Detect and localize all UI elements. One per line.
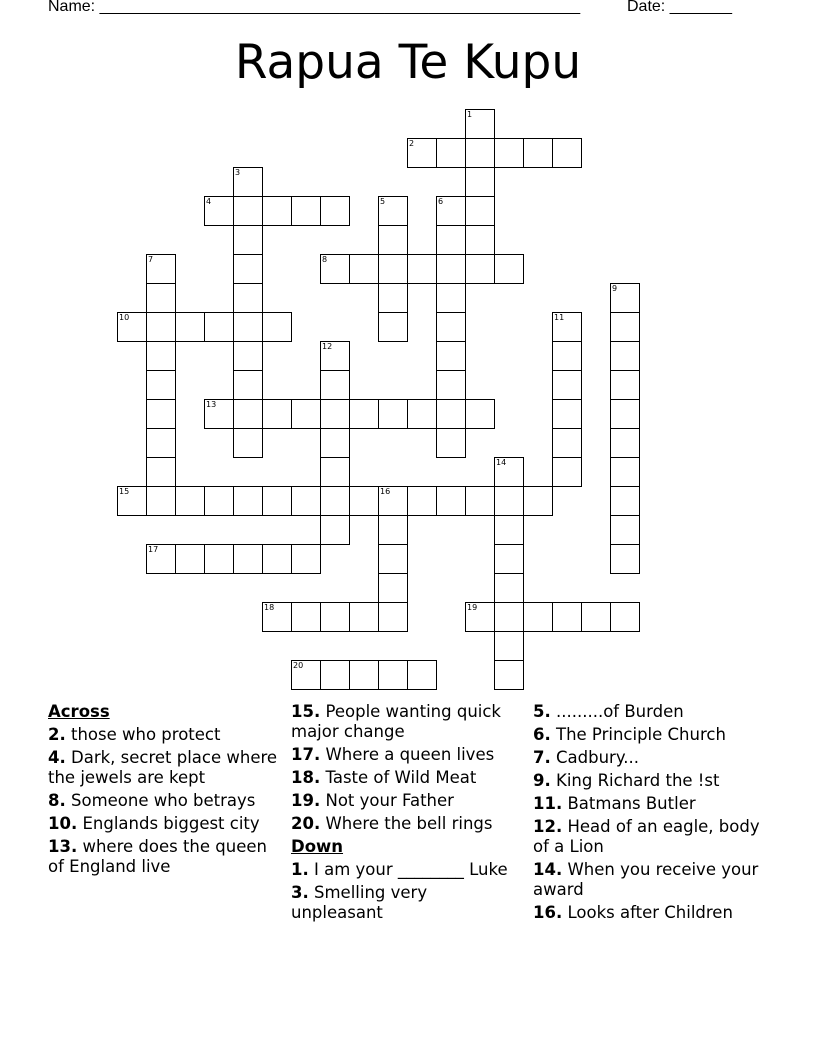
grid-cell[interactable] — [349, 660, 379, 690]
grid-cell[interactable] — [581, 602, 611, 632]
clue-number: 8. — [48, 791, 66, 810]
grid-cell[interactable] — [146, 399, 176, 429]
grid-cell[interactable] — [262, 399, 292, 429]
clue-number-label: 7 — [148, 255, 154, 264]
grid-cell[interactable] — [291, 399, 321, 429]
clue-across-13 — [48, 837, 278, 877]
grid-cell[interactable] — [523, 138, 553, 168]
clue-text: When you receive your award — [533, 860, 759, 899]
grid-cell[interactable] — [407, 254, 437, 284]
grid-cell[interactable] — [233, 486, 263, 516]
grid-cell[interactable] — [610, 486, 640, 516]
grid-cell[interactable] — [552, 138, 582, 168]
grid-cell[interactable] — [233, 370, 263, 400]
grid-cell[interactable] — [378, 225, 408, 255]
clue-down-7 — [533, 748, 773, 768]
grid-cell[interactable] — [233, 283, 263, 313]
clue-across-18 — [291, 768, 523, 788]
clue-number-label: 14 — [496, 458, 507, 467]
grid-cell[interactable] — [610, 515, 640, 545]
clue-number-label: 18 — [264, 603, 275, 612]
grid-cell[interactable] — [146, 370, 176, 400]
grid-cell[interactable] — [436, 486, 466, 516]
grid-cell[interactable] — [552, 370, 582, 400]
clue-down-1 — [291, 860, 523, 880]
clue-down-3 — [291, 883, 523, 923]
grid-cell[interactable] — [291, 660, 321, 690]
page-title: Rapua Te Kupu — [234, 35, 582, 90]
grid-cell[interactable] — [378, 283, 408, 313]
grid-cell[interactable] — [465, 486, 495, 516]
clue-text: those who protect — [71, 725, 221, 744]
grid-cell[interactable] — [349, 399, 379, 429]
grid-cell[interactable] — [610, 602, 640, 632]
grid-cell[interactable] — [465, 138, 495, 168]
grid-cell[interactable] — [291, 544, 321, 574]
grid-cell[interactable] — [320, 428, 350, 458]
clue-number: 5. — [533, 702, 551, 721]
grid-cell[interactable] — [233, 167, 263, 197]
grid-cell[interactable] — [291, 486, 321, 516]
clue-number: 18. — [291, 768, 321, 787]
grid-cell[interactable] — [233, 428, 263, 458]
clue-down-12 — [533, 817, 773, 857]
clue-number: 20. — [291, 814, 321, 833]
grid-cell[interactable] — [378, 602, 408, 632]
grid-cell[interactable] — [465, 254, 495, 284]
grid-cell[interactable] — [262, 196, 292, 226]
grid-cell[interactable] — [146, 283, 176, 313]
clue-text: Batmans Butler — [567, 794, 696, 813]
grid-cell[interactable] — [465, 399, 495, 429]
clue-text: Not your Father — [325, 791, 454, 810]
clue-text: .........of Burden — [556, 702, 684, 721]
grid-cell[interactable] — [465, 602, 495, 632]
clue-number-label: 16 — [380, 487, 391, 496]
grid-cell[interactable] — [494, 660, 524, 690]
clue-number-label: 13 — [206, 400, 217, 409]
grid-cell[interactable] — [233, 196, 263, 226]
grid-cell[interactable] — [523, 486, 553, 516]
grid-cell[interactable] — [494, 138, 524, 168]
grid-cell[interactable] — [436, 138, 466, 168]
grid-cell[interactable] — [378, 660, 408, 690]
grid-cell[interactable] — [465, 167, 495, 197]
grid-cell[interactable] — [610, 399, 640, 429]
clue-text: The Principle Church — [556, 725, 726, 744]
grid-cell[interactable] — [146, 254, 176, 284]
clue-column-1 — [48, 702, 278, 880]
grid-cell[interactable] — [494, 544, 524, 574]
clue-number-label: 2 — [409, 139, 415, 148]
clue-number-label: 8 — [322, 255, 328, 264]
clue-text: Englands biggest city — [82, 814, 260, 833]
grid-cell[interactable] — [378, 254, 408, 284]
grid-cell[interactable] — [349, 486, 379, 516]
clue-number: 11. — [533, 794, 563, 813]
clue-column-3 — [533, 702, 773, 926]
clue-number-label: 5 — [380, 197, 386, 206]
grid-cell[interactable] — [320, 515, 350, 545]
clue-number: 19. — [291, 791, 321, 810]
grid-cell[interactable] — [233, 341, 263, 371]
grid-cell[interactable] — [436, 312, 466, 342]
grid-cell[interactable] — [146, 428, 176, 458]
clue-across-8 — [48, 791, 278, 811]
grid-cell[interactable] — [349, 254, 379, 284]
clue-number: 14. — [533, 860, 563, 879]
clue-text: Where the bell rings — [325, 814, 493, 833]
across-heading: Across — [48, 702, 110, 721]
clue-across-10 — [48, 814, 278, 834]
grid-cell[interactable] — [552, 312, 582, 342]
clue-down-5 — [533, 702, 773, 722]
clue-across-4 — [48, 748, 278, 788]
grid-cell[interactable] — [465, 225, 495, 255]
clue-number-label: 17 — [148, 545, 159, 554]
clue-number-label: 20 — [293, 661, 304, 670]
grid-cell[interactable] — [175, 486, 205, 516]
grid-cell[interactable] — [552, 341, 582, 371]
grid-cell[interactable] — [320, 254, 350, 284]
clue-across-17 — [291, 745, 523, 765]
grid-cell[interactable] — [610, 312, 640, 342]
clue-number: 7. — [533, 748, 551, 767]
grid-cell[interactable] — [320, 399, 350, 429]
grid-cell[interactable] — [407, 138, 437, 168]
grid-cell[interactable] — [146, 544, 176, 574]
grid-cell[interactable] — [494, 515, 524, 545]
clue-number-label: 9 — [612, 284, 618, 293]
clue-text: King Richard the !st — [556, 771, 720, 790]
grid-cell[interactable] — [407, 660, 437, 690]
clue-number: 13. — [48, 837, 78, 856]
clue-number: 12. — [533, 817, 563, 836]
grid-cell[interactable] — [146, 312, 176, 342]
clue-text: People wanting quick major change — [291, 702, 501, 741]
grid-cell[interactable] — [436, 225, 466, 255]
grid-cell[interactable] — [233, 399, 263, 429]
grid-cell[interactable] — [233, 544, 263, 574]
grid-cell[interactable] — [523, 602, 553, 632]
clue-number: 16. — [533, 903, 563, 922]
grid-cell[interactable] — [494, 631, 524, 661]
grid-cell[interactable] — [436, 399, 466, 429]
grid-cell[interactable] — [610, 370, 640, 400]
clue-column-2 — [291, 702, 523, 926]
grid-cell[interactable] — [436, 196, 466, 226]
grid-cell[interactable] — [233, 312, 263, 342]
grid-cell[interactable] — [465, 196, 495, 226]
clue-down-9 — [533, 771, 773, 791]
clue-number: 10. — [48, 814, 78, 833]
grid-cell[interactable] — [436, 283, 466, 313]
clue-down-6 — [533, 725, 773, 745]
clue-number: 2. — [48, 725, 66, 744]
clue-number-label: 15 — [119, 487, 130, 496]
grid-cell[interactable] — [349, 602, 379, 632]
grid-cell[interactable] — [175, 544, 205, 574]
clue-across-20 — [291, 814, 523, 834]
clue-number-label: 11 — [554, 313, 565, 322]
clue-number: 15. — [291, 702, 321, 721]
grid-cell[interactable] — [146, 486, 176, 516]
grid-cell[interactable] — [552, 428, 582, 458]
clue-text: Dark, secret place where the jewels are kept — [48, 748, 278, 787]
clue-text: where does the queen of England live — [48, 837, 267, 876]
clue-number-label: 19 — [467, 603, 478, 612]
grid-cell[interactable] — [436, 428, 466, 458]
clue-number-label: 1 — [467, 110, 473, 119]
clue-down-14 — [533, 860, 773, 900]
grid-cell[interactable] — [117, 312, 147, 342]
clue-text: Smelling very unpleasant — [291, 883, 428, 922]
grid-cell[interactable] — [204, 196, 234, 226]
down-heading: Down — [291, 837, 344, 856]
grid-cell[interactable] — [233, 254, 263, 284]
grid-cell[interactable] — [117, 486, 147, 516]
grid-cell[interactable] — [320, 370, 350, 400]
clue-text: Where a queen lives — [325, 745, 495, 764]
grid-cell[interactable] — [320, 602, 350, 632]
clue-number: 4. — [48, 748, 66, 767]
grid-cell[interactable] — [465, 109, 495, 139]
clue-text: Looks after Children — [567, 903, 733, 922]
grid-cell[interactable] — [378, 486, 408, 516]
grid-cell[interactable] — [320, 660, 350, 690]
grid-cell[interactable] — [320, 457, 350, 487]
grid-cell[interactable] — [320, 486, 350, 516]
grid-cell[interactable] — [204, 312, 234, 342]
grid-cell[interactable] — [378, 515, 408, 545]
clue-number-label: 4 — [206, 197, 212, 206]
grid-cell[interactable] — [436, 341, 466, 371]
clue-number-label: 6 — [438, 197, 444, 206]
grid-cell[interactable] — [494, 457, 524, 487]
clue-across-2 — [48, 725, 278, 745]
clue-number-label: 10 — [119, 313, 130, 322]
grid-cell[interactable] — [320, 341, 350, 371]
clue-number: 3. — [291, 883, 309, 902]
clue-number-label: 12 — [322, 342, 333, 351]
grid-cell[interactable] — [378, 544, 408, 574]
grid-cell[interactable] — [407, 486, 437, 516]
grid-cell[interactable] — [610, 341, 640, 371]
grid-cell[interactable] — [378, 312, 408, 342]
grid-cell[interactable] — [610, 544, 640, 574]
grid-cell[interactable] — [204, 544, 234, 574]
clue-text: I am your ________ Luke — [314, 860, 508, 879]
clue-text: Taste of Wild Meat — [325, 768, 477, 787]
grid-cell[interactable] — [204, 486, 234, 516]
grid-cell[interactable] — [610, 283, 640, 313]
grid-cell[interactable] — [378, 573, 408, 603]
grid-cell[interactable] — [378, 399, 408, 429]
grid-cell[interactable] — [233, 225, 263, 255]
grid-cell[interactable] — [378, 196, 408, 226]
grid-cell[interactable] — [436, 254, 466, 284]
grid-cell[interactable] — [291, 196, 321, 226]
clue-across-15 — [291, 702, 523, 742]
date-field-label: Date: _______ — [627, 0, 732, 15]
grid-cell[interactable] — [146, 457, 176, 487]
grid-cell[interactable] — [291, 602, 321, 632]
grid-cell[interactable] — [610, 428, 640, 458]
grid-cell[interactable] — [262, 312, 292, 342]
clue-text: Someone who betrays — [71, 791, 256, 810]
grid-cell[interactable] — [262, 544, 292, 574]
clue-number: 17. — [291, 745, 321, 764]
grid-cell[interactable] — [175, 312, 205, 342]
clue-down-16 — [533, 903, 773, 923]
clue-text: Head of an eagle, body of a Lion — [533, 817, 760, 856]
grid-cell[interactable] — [320, 196, 350, 226]
grid-cell[interactable] — [494, 573, 524, 603]
grid-cell[interactable] — [494, 486, 524, 516]
clue-down-11 — [533, 794, 773, 814]
grid-cell[interactable] — [610, 457, 640, 487]
clue-number-label: 3 — [235, 168, 241, 177]
clue-number: 9. — [533, 771, 551, 790]
grid-cell[interactable] — [436, 370, 466, 400]
grid-cell[interactable] — [552, 399, 582, 429]
clue-number: 1. — [291, 860, 309, 879]
grid-cell[interactable] — [262, 486, 292, 516]
grid-cell[interactable] — [552, 457, 582, 487]
clue-across-19 — [291, 791, 523, 811]
name-field-label: Name: ______________________________________________________ — [48, 0, 581, 15]
grid-cell[interactable] — [262, 602, 292, 632]
clue-text: Cadbury... — [556, 748, 639, 767]
grid-cell[interactable] — [552, 602, 582, 632]
grid-cell[interactable] — [494, 254, 524, 284]
grid-cell[interactable] — [494, 602, 524, 632]
grid-cell[interactable] — [407, 399, 437, 429]
clue-number: 6. — [533, 725, 551, 744]
grid-cell[interactable] — [204, 399, 234, 429]
grid-cell[interactable] — [146, 341, 176, 371]
